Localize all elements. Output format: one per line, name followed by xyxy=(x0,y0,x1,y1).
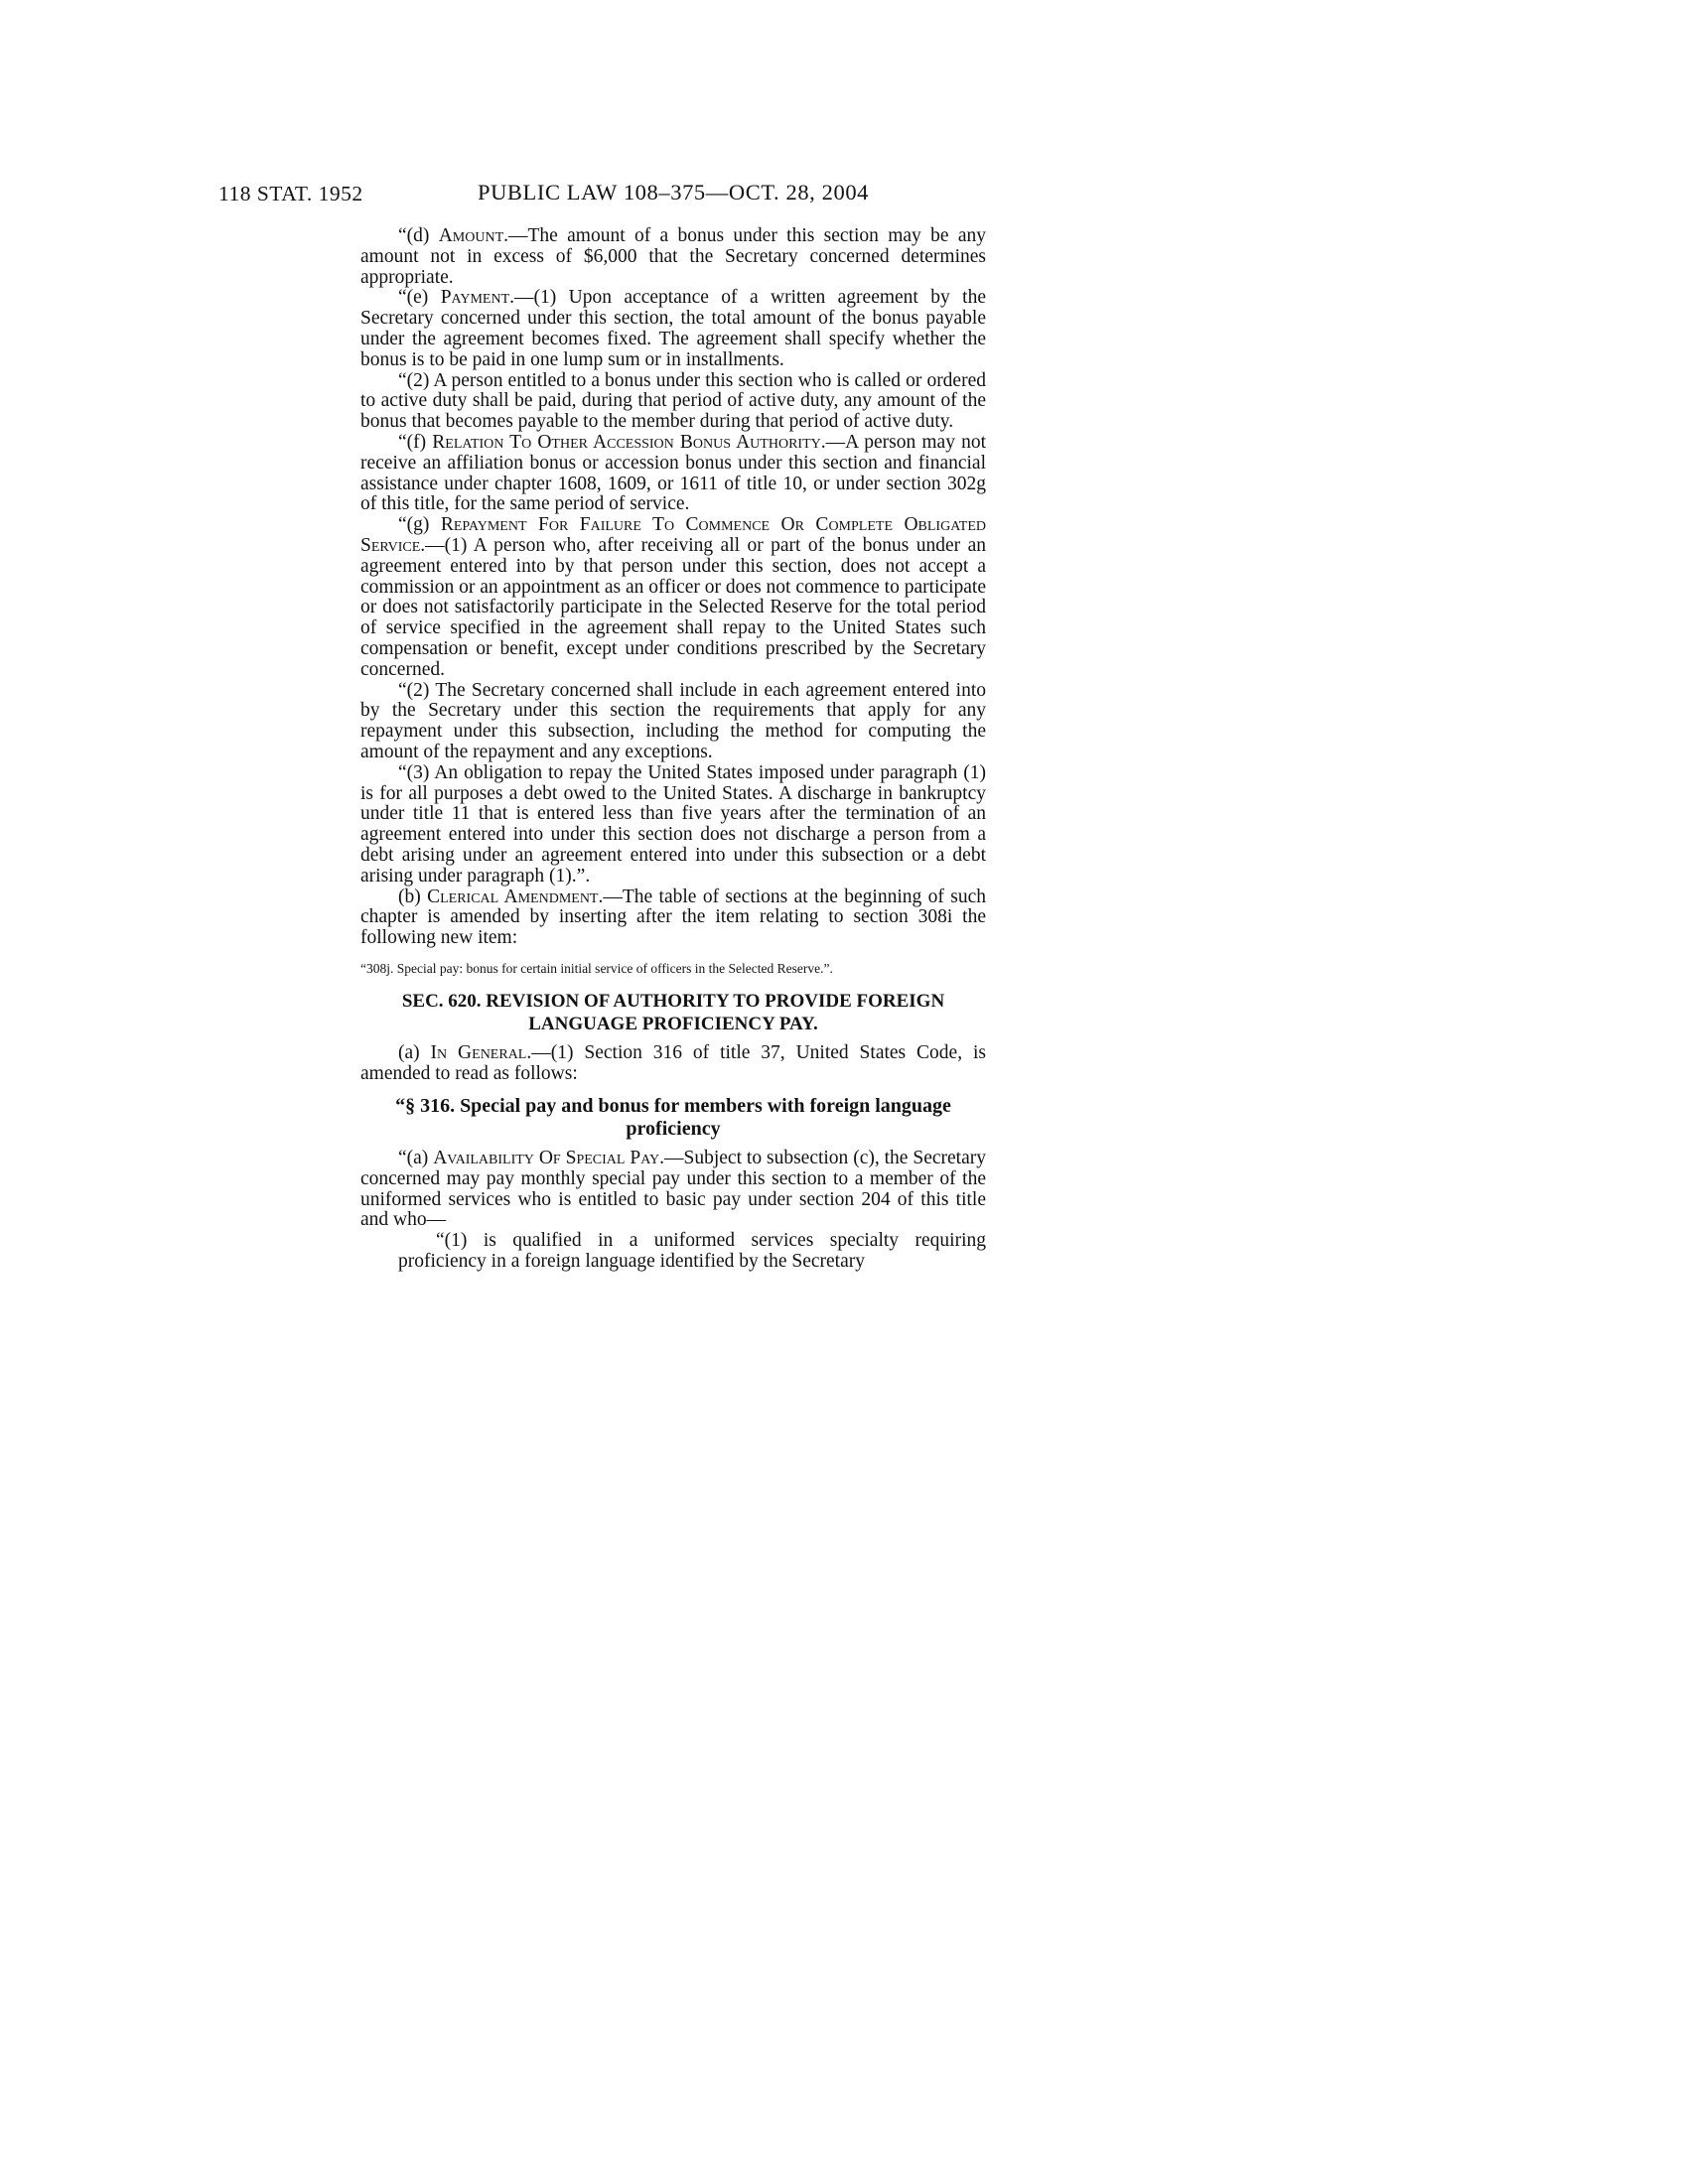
text-run: “(f) xyxy=(398,431,433,453)
paragraph-body xyxy=(360,515,986,680)
text-run: (b) xyxy=(398,886,428,907)
small-caps-label: Availability Of Special Pay xyxy=(433,1147,660,1168)
text-run: (a) xyxy=(398,1042,431,1064)
text-run: “(2) The Secretary concerned shall include in each agreement entered into by the Secretary under this section the requirements that apply for any repayment under this subsection, including the method for computing the amount of the repayment and any exceptions. xyxy=(360,679,986,762)
text-run: “(1) is qualified in a uniformed services specialty requiring proficiency in a foreign language identified by the Secretary xyxy=(398,1230,986,1272)
paragraph-section-title xyxy=(360,1095,986,1141)
text-run: SEC. 620. REVISION OF AUTHORITY TO PROVIDE FOREIGN LANGUAGE PROFICIENCY PAY. xyxy=(401,991,945,1035)
text-run: “(e) xyxy=(398,287,441,309)
paragraph-body xyxy=(360,371,986,433)
paragraph-body xyxy=(360,1149,986,1231)
law-header-title: PUBLIC LAW 108–375—OCT. 28, 2004 xyxy=(477,180,870,205)
text-run: “(d) xyxy=(398,225,439,246)
text-run: .—The amount of a bonus under this section may be any amount not in excess of $6,000 that the Secretary concerned determines appropriate. xyxy=(360,225,986,288)
text-run: “§ 316. Special pay and bonus for members with foreign language proficiency xyxy=(395,1094,951,1140)
small-caps-label: Amount xyxy=(438,225,504,246)
text-run: “(g) xyxy=(398,514,441,536)
text-run: “(3) An obligation to repay the United States imposed under paragraph (1) is for all purposes a debt owed to the United States. A discharge in bankruptcy under title 11 that is entered less than five years after the termination of an agreement entered into under this section does not discharge a person from a debt arising under an agreement entered into under this subsection or a debt arising under paragraph (1).”. xyxy=(360,761,986,887)
paragraph-body xyxy=(360,433,986,515)
small-caps-label: Clerical Amendment xyxy=(427,886,599,907)
small-caps-label: In General xyxy=(430,1042,527,1064)
stat-page-number: 118 STAT. 1952 xyxy=(218,182,363,205)
small-caps-label: Repayment For Failure To Commence Or Complete Obligated Service xyxy=(360,514,986,556)
text-run: “(2) A person entitled to a bonus under this section who is called or ordered to active duty shall be paid, during that period of active duty, any amount of the bonus that becomes payable to the member during that period of active duty. xyxy=(360,369,986,433)
paragraph-body xyxy=(360,887,986,949)
text-run: “(a) xyxy=(398,1147,434,1168)
paragraph-body xyxy=(360,681,986,763)
paragraph-body xyxy=(360,226,986,288)
paragraph-body xyxy=(360,1043,986,1085)
paragraph-body xyxy=(360,763,986,887)
paragraph-note xyxy=(360,961,986,977)
text-run: .—The table of sections at the beginning of such chapter is amended by inserting after the item relating to section 308i the following new item: xyxy=(360,886,986,949)
statute-body xyxy=(360,226,986,1273)
text-run: .—(1) Upon acceptance of a written agreement by the Secretary concerned under this section, the total amount of the bonus payable under the agreement becomes fixed. The agreement shall specify whether the bonus is to be paid in one lump sum or in installments. xyxy=(360,287,986,370)
text-run: .—(1) A person who, after receiving all or part of the bonus under an agreement entered into by that person under this section, does not accept a commission or an appointment as an officer or does not commence to participate or does not satisfactorily participate in the Selected Reserve for the total period of service specified in the agreement shall repay to the United States such compensation or benefit, except under conditions prescribed by the Secretary concerned. xyxy=(360,534,986,680)
small-caps-label: Relation To Other Accession Bonus Authority xyxy=(432,431,821,453)
paragraph-sub xyxy=(398,1231,986,1273)
paragraph-sec-heading xyxy=(360,990,986,1035)
paragraph-body xyxy=(360,288,986,370)
small-caps-label: Payment xyxy=(440,287,510,309)
text-run: .—Subject to subsection (c), the Secretary concerned may pay monthly special pay under this section to a member of the uniformed services who is entitled to basic pay under section 204 of this title and who— xyxy=(360,1147,986,1231)
text-run: “308j. Special pay: bonus for certain initial service of officers in the Selected Reserve.”. xyxy=(360,960,833,976)
text-run: .—(1) Section 316 of title 37, United States Code, is amended to read as follows: xyxy=(360,1042,986,1085)
text-run: .—A person may not receive an affiliation bonus or accession bonus under this section and financial assistance under chapter 1608, 1609, or 1611 of title 10, or under section 302g of this title, for the same period of service. xyxy=(360,431,986,515)
